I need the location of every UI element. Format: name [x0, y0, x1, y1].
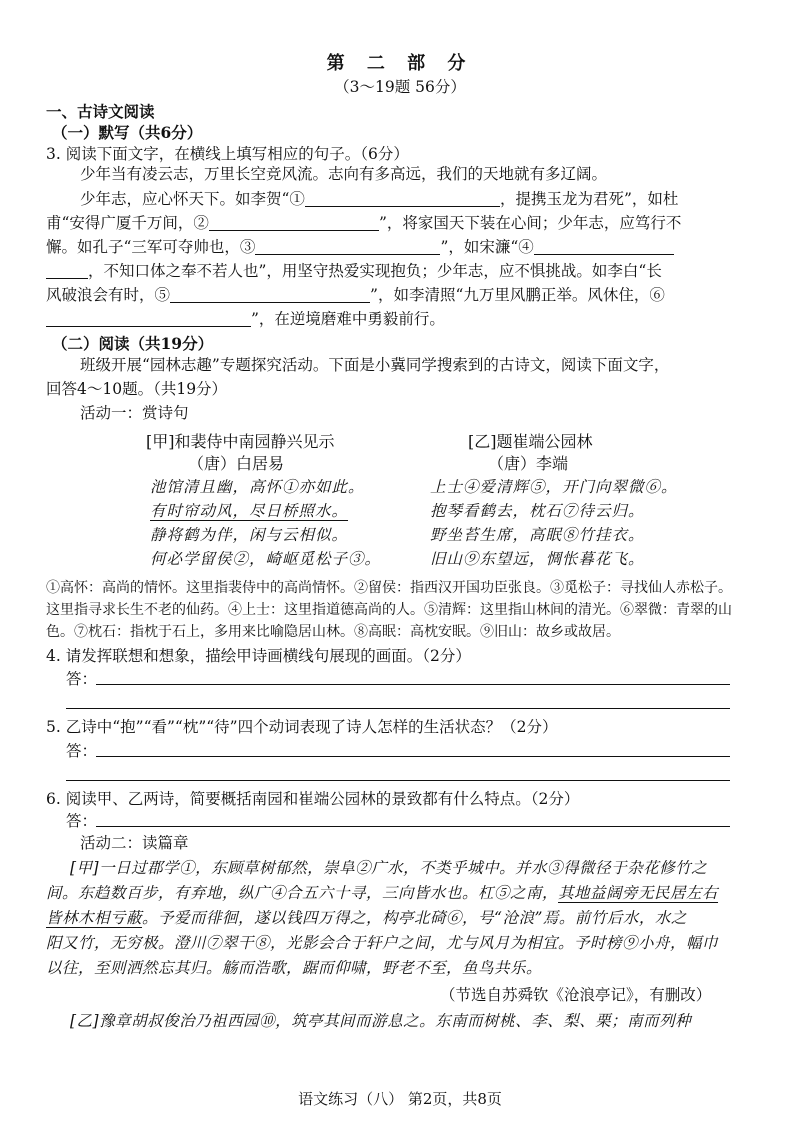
q4-answer-label: 答： [66, 670, 98, 688]
q6-answer-label: 答： [66, 812, 98, 830]
poem-b-line-2: 抱琴看鹤去，枕石⑦待云归。 [430, 502, 645, 520]
page-subtitle: （3～19题 56分） [334, 78, 466, 96]
question-4: 4. 请发挥联想和想象，描绘甲诗画横线句展现的画面。（2分） [46, 647, 471, 665]
q4-answer-line-1[interactable] [96, 684, 730, 685]
q3-line-5: 风破浪会有时，⑤ ”，如李清照“九万里风鹏正举。风休住，⑥ [46, 286, 665, 304]
blank-2[interactable] [209, 212, 379, 231]
part1-heading: （一）默写（共6分） [52, 123, 203, 142]
q3-line-2: 甫“安得广厦千万间，② ”，将家国天下装在心间；少年志，应笃行不 [46, 214, 682, 232]
q3-line-3: 懈。如孔子“三军可夺帅也，③ ”，如宋濂“④ [46, 236, 674, 259]
q4-answer-line-2[interactable] [66, 708, 730, 709]
poem-b-author: （唐）李端 [488, 454, 569, 473]
page-title: 第 二 部 分 [326, 53, 474, 74]
poem-a-line-4: 何必学留侯②，崎岖觅松子③。 [150, 550, 382, 568]
q3-line-4: ，不知口体之奉不若人也”，用坚守热爱实现抱负；少年志，应不惧挑战。如李白“长 [46, 260, 662, 283]
poem-a-author: （唐）白居易 [188, 454, 285, 473]
blank-5[interactable] [170, 284, 370, 303]
blank-1[interactable] [305, 188, 500, 207]
q3-line-6: ”，在逆境磨难中勇毅前行。 [46, 308, 445, 331]
intro-line-2: 回答4～10题。（共19分） [46, 380, 228, 398]
activity-1-label: 活动一：赏诗句 [80, 404, 189, 422]
notes-line-3: 色。⑦枕石：指枕于石上，多用来比喻隐居山林。⑧高眠：高枕安眠。⑨旧山：故乡或故居。 [46, 624, 620, 640]
poem-a-line-2-underlined: 有时帘动风，尽日桥照水。 [150, 502, 349, 520]
intro-line-1: 班级开展“园林志趣”专题探究活动。下面是小冀同学搜索到的古诗文，阅读下面文字， [80, 356, 670, 374]
notes-line-1: ①高怀：高尚的情怀。这里指裴侍中的高尚情怀。②留侯：指西汉开国功臣张良。③觅松子：寻找仙人赤松子。 [46, 580, 732, 596]
passage-a-source: （节选自苏舜钦《沧浪亭记》，有删改） [440, 986, 712, 1004]
question-3-stem: 3. 阅读下面文字，在横线上填写相应的句子。（6分） [46, 145, 409, 163]
passage-a-line-2: 间。东趋数百步，有弃地，纵广④合五六十寻，三向皆水也。杠⑤之南，其地益阔旁无民居左右 [46, 884, 719, 902]
q3-line-1: 少年志，应心怀天下。如李贺“① ，提携玉龙为君死”，如杜 [80, 190, 679, 208]
poem-a-title: [甲]和裴侍中南园静兴见示 [146, 432, 335, 451]
passage-a-underlined-1: 其地益阔旁无民居左右 [558, 884, 719, 902]
poem-a-line-1: 池馆清且幽，高怀①亦如此。 [150, 478, 365, 496]
question-3-paragraph: 少年当有凌云志，万里长空竞风流。志向有多高远，我们的天地就有多辽阔。 [80, 165, 608, 183]
q6-answer-line-1[interactable] [96, 826, 730, 827]
poem-a-line-3: 静将鹤为伴，闲与云相似。 [150, 526, 349, 544]
blank-4-cont[interactable] [46, 260, 88, 279]
notes-line-2: 这里指寻求长生不老的仙药。④上士：这里指道德高尚的人。⑤清辉：这里指山林间的清光。⑥翠微：青翠的山 [46, 602, 732, 618]
q5-answer-label: 答： [66, 742, 98, 760]
blank-6[interactable] [46, 308, 251, 327]
passage-a-underlined-2: 皆林木相亏蔽 [46, 909, 143, 927]
poem-b-line-3: 野坐苔生席，高眠⑧竹挂衣。 [430, 526, 645, 544]
question-5: 5. 乙诗中“抱”“看”“枕”“待”四个动词表现了诗人怎样的生活状态？（2分） [46, 718, 558, 736]
blank-3[interactable] [255, 236, 440, 255]
activity-2-label: 活动二：读篇章 [80, 834, 189, 852]
page-footer: 语文练习（八） 第2页，共8页 [298, 1090, 502, 1108]
part2-heading: （二）阅读（共19分） [52, 334, 214, 353]
q5-answer-line-2[interactable] [66, 780, 730, 781]
q5-answer-line-1[interactable] [96, 756, 730, 757]
question-6: 6. 阅读甲、乙两诗，简要概括南园和崔端公园林的景致都有什么特点。（2分） [46, 790, 580, 808]
passage-a-line-3: 皆林木相亏蔽。予爱而徘徊，遂以钱四万得之，构亭北碕⑥，号“沧浪”焉。前竹后水，水之 [46, 909, 687, 927]
poem-b-line-4: 旧山⑨东望远，惆怅暮花飞。 [430, 550, 645, 568]
poem-b-title: [乙]题崔端公园林 [468, 432, 593, 451]
blank-4[interactable] [534, 236, 674, 255]
passage-a-line-1: [甲]一日过郡学①，东顾草树郁然，崇阜②广水，不类乎城中。并水③得微径于杂花修竹之 [70, 859, 708, 877]
passage-a-line-5: 以往，至则洒然忘其归。觞而浩歌，踞而仰啸，野老不至，鱼鸟共乐。 [46, 959, 543, 977]
poem-b-line-1: 上士④爱清辉⑤，开门向翠微⑥。 [430, 478, 678, 496]
passage-b-line-1: [乙]豫章胡叔俊治乃祖西园⑩，筑亭其间而游息之。东南而树桃、李、梨、栗；南而列种 [70, 1012, 692, 1030]
passage-a-line-4: 阳又竹，无穷极。澄川⑦翠干⑧，光影会合于轩户之间，尤与风月为相宜。予时榜⑨小舟，幅巾 [46, 934, 719, 952]
section-heading: 一、古诗文阅读 [46, 102, 155, 121]
